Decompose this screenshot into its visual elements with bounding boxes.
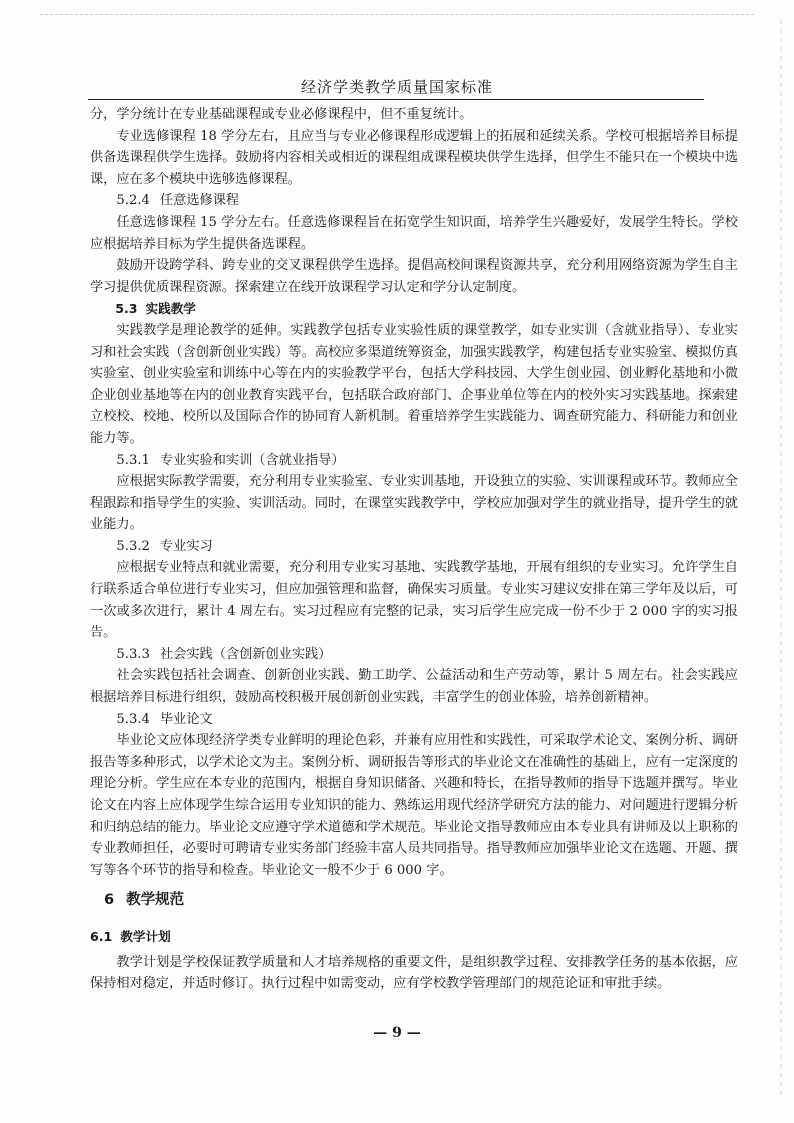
subsection-title: 社会实践（含创新创业实践）	[159, 646, 332, 662]
subsection-heading-5-3-2	[90, 536, 738, 558]
subsection-heading-5-2-4	[90, 190, 738, 212]
section-heading-5-3	[90, 298, 738, 320]
paragraph-intro: 分，学分统计在专业基础课程或专业必修课程中，但不重复统计。	[90, 107, 473, 122]
running-header: 经济学类教学质量国家标准	[300, 78, 493, 96]
section-title: 实践教学	[145, 301, 196, 317]
header-rule	[88, 99, 704, 100]
subsection-title: 任意选修课程	[159, 193, 240, 209]
subsection-heading-5-3-4	[90, 709, 738, 731]
subsection-number: 5.3.4	[116, 711, 150, 727]
subsection-heading-5-3-1	[90, 450, 738, 472]
paragraph-practice: 实践教学是理论教学的延伸。实践教学包括专业实验性质的课堂教学，如专业实训（含就业指导）、专业实习和社会实践（含创新创业实践）等。高校应多渠道统筹资金，加强实践教学，构建包括专业实验室、模拟仿真实验室、创业实验室和训练中心等在内的实验教学平台，包括大学科技园、大学生创业园、创业孵化基地和小微企业创业基地等在内的创业教育实践平台，包括联合政府部门、企事业单位等在内的校外实习实践基地。探索建立校校、校地、校所以及国际合作的协同育人新机制。着重培养学生实践能力、调查研究能力、科研能力和创业能力等。	[90, 322, 738, 446]
paragraph-teaching-plan: 教学计划是学校保证教学质量和人才培养规格的重要文件，是组织教学过程、安排教学任务的基本依据，应保持相对稳定，并适时修订。执行过程中如需变动，应有学校教学管理部门的规范论证和审批手续。	[90, 954, 738, 992]
subsection-title: 专业实验和实训（含就业指导）	[159, 452, 345, 468]
subsection-number: 5.3.3	[116, 646, 150, 662]
chapter-heading-6	[104, 890, 738, 912]
subsection-number: 5.2.4	[116, 193, 150, 209]
section-title: 教学计划	[120, 928, 171, 944]
subsection-number: 5.3.1	[116, 452, 150, 468]
page-number: — 9 —	[373, 1025, 421, 1041]
subsection-heading-5-3-3	[90, 644, 738, 666]
section-heading-6-1	[90, 926, 738, 948]
subsection-number: 5.3.2	[116, 538, 150, 554]
paragraph-social-practice: 社会实践包括社会调查、创新创业实践、勤工助学、公益活动和生产劳动等，累计 5 周左右。社会实践应根据培养目标进行组织，鼓励高校积极开展创新创业实践，丰富学生的创业体验，培养创新精神。	[90, 668, 738, 706]
section-number: 5.3	[115, 301, 138, 317]
paragraph-thesis: 毕业论文应体现经济学类专业鲜明的理论色彩，并兼有应用性和实践性，可采取学术论文、案例分析、调研报告等多种形式，以学术论文为主。案例分析、调研报告等形式的毕业论文在准确性的基础上，应有一定深度的理论分析。学生应在本专业的范围内，根据自身知识储备、兴趣和特长，在指导教师的指导下选题并撰写。毕业论文在内容上应体现学生综合运用专业知识的能力、熟练运用现代经济学研究方法的能力、对问题进行逻辑分析和归纳总结的能力。毕业论文应遵守学术道德和学术规范。毕业论文指导教师应由本专业具有讲师及以上职称的专业教师担任，必要时可聘请专业实务部门经验丰富人员共同指导。指导教师应加强毕业论文在选题、开题、撰写等各个环节的指导和检查。毕业论文一般不少于 6 000 字。	[90, 733, 738, 878]
page-body	[90, 104, 738, 995]
scan-artifact-top	[40, 14, 754, 18]
paragraph-free-elective-1: 任意选修课程 15 学分左右。任意选修课程旨在拓宽学生知识面，培养学生兴趣爱好，发展学生特长。学校应根据培养目标为学生提供备选课程。	[90, 214, 738, 252]
chapter-number: 6	[104, 892, 115, 909]
subsection-title: 专业实习	[159, 538, 213, 554]
paragraph-elective: 专业选修课程 18 学分左右，且应当与专业必修课程形成逻辑上的拓展和延续关系。学校可根据培养目标提供备选课程供学生选择。鼓励将内容相关或相近的课程组成课程模块供学生选择，但学生不能只在一个模块中选课，应在多个模块中选够选修课程。	[90, 128, 738, 187]
paragraph-training: 应根据实际教学需要，充分利用专业实验室、专业实训基地，开设独立的实验、实训课程或环节。教师应全程跟踪和指导学生的实验、实训活动。同时，在课堂实践教学中，学校应加强对学生的就业指导，提升学生的就业能力。	[90, 474, 738, 533]
chapter-title: 教学规范	[126, 892, 185, 909]
paragraph-free-elective-2: 鼓励开设跨学科、跨专业的交叉课程供学生选择。提倡高校间课程资源共享，充分利用网络资源为学生自主学习提供优质课程资源。探索建立在线开放课程学习认定和学分认定制度。	[90, 258, 738, 295]
paragraph-internship: 应根据专业特点和就业需要，充分利用专业实习基地、实践教学基地，开展有组织的专业实习。允许学生自行联系适合单位进行专业实习，但应加强管理和监督，确保实习质量。专业实习建议安排在第三学年及以后，可一次或多次进行，累计 4 周左右。实习过程应有完整的记录，实习后学生应完成一份不少于 2 000 字的实习报告。	[90, 560, 738, 641]
subsection-title: 毕业论文	[159, 711, 213, 727]
section-number: 6.1	[90, 928, 113, 944]
scan-artifact-edge	[780, 20, 782, 1100]
